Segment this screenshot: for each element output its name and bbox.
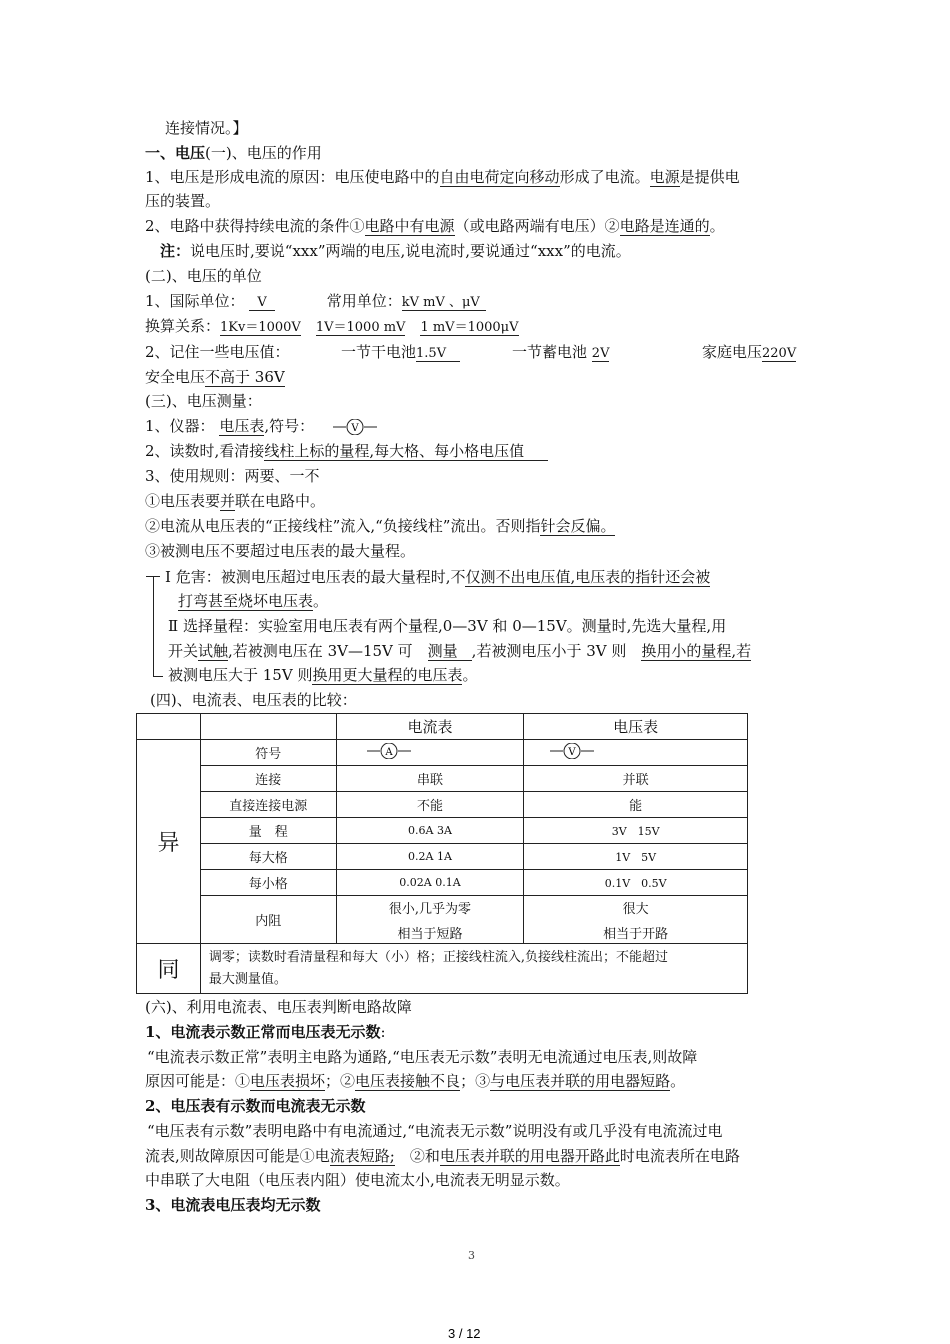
table-header-ammeter: 电流表	[336, 714, 524, 740]
text-line: “电压表有示数”表明电路中有电流通过,“电流表无示数”说明没有或几乎没有电流流过电	[147, 1122, 723, 1140]
table-cell: 0.1V 0.5V	[524, 870, 748, 896]
table-same-text	[200, 944, 747, 994]
text-line: 流表,则故障原因可能是①电流表短路; ②和电压表并联的用电器开路此时电流表所在电路	[145, 1147, 740, 1165]
table-cell: 能	[524, 792, 748, 818]
svg-text:A: A	[385, 746, 393, 758]
text-line: “电流表示数正常”表明主电路为通路,“电压表无示数”表明无电流通过电压表,则故障	[147, 1048, 698, 1066]
page-indicator: 3 / 12	[448, 1326, 481, 1341]
bracket-line	[153, 576, 154, 676]
table-header-voltmeter: 电压表	[524, 714, 748, 740]
bold-heading: 1、电流表示数正常而电压表无示数:	[145, 1023, 386, 1041]
table-cell: 并联	[524, 766, 748, 792]
note-line: 注：说电压时,要说“xxx”两端的电压,说电流时,要说通过“xxx”的电流。	[160, 242, 631, 260]
table-same-label: 同	[137, 944, 201, 994]
text-line: 1、国际单位： V 常用单位：kV mV 、μV	[145, 291, 486, 313]
table-cell	[524, 896, 748, 944]
table-cell-line: 最大测量值。	[208, 971, 287, 987]
table-cell: 0.02A 0.1A	[336, 870, 524, 896]
subsection-heading: (四)、电流表、电压表的比较：	[150, 691, 357, 709]
voltmeter-symbol-icon	[524, 740, 748, 766]
table-cell-line: 很大	[622, 901, 649, 917]
section-heading-voltage: 一、电压(一)、电压的作用	[145, 144, 322, 162]
table-diff-label: 异	[137, 740, 201, 944]
text-line: 安全电压不高于 36V	[145, 368, 285, 386]
text-line: 打弯甚至烧坏电压表。	[178, 592, 329, 610]
text-line: 一节干电池1.5V	[341, 342, 460, 364]
table-row-label: 每小格	[200, 870, 336, 896]
table-cell: 不能	[336, 792, 524, 818]
table-cell	[336, 896, 524, 944]
table-row-label: 符号	[200, 740, 336, 766]
table-row-label: 量 程	[200, 818, 336, 844]
text-line: 3、使用规则：两要、一不	[145, 467, 320, 485]
table-row-label: 每大格	[200, 844, 336, 870]
text-line: ③被测电压不要超过电压表的最大量程。	[145, 542, 416, 560]
comparison-table	[136, 713, 748, 994]
text-line: 家庭电压220V	[702, 343, 797, 361]
table-cell: 1V 5V	[524, 844, 748, 870]
table-cell: 0.6A 3A	[336, 818, 524, 844]
text-line: 原因可能是：①电压表损坏；②电压表接触不良；③与电压表并联的用电器短路。	[145, 1072, 686, 1090]
subsection-heading: (三)、电压测量：	[145, 392, 262, 410]
text-line: Ⅱ 选择量程：实验室用电压表有两个量程,0—3V 和 0—15V。测量时,先选大量程,用	[168, 617, 727, 635]
text-line: Ⅰ 危害：被测电压超过电压表的最大量程时,不仅测不出电压值,电压表的指针还会被	[165, 568, 711, 586]
table-cell-line: 很小,几乎为零	[388, 901, 472, 917]
text-line: 2、记住一些电压值：	[145, 343, 290, 361]
text-line: 被测电压大于 15V 则换用更大量程的电压表。	[168, 666, 478, 684]
text-line: ①电压表要并联在电路中。	[145, 492, 326, 510]
page-footer-number: 3	[468, 1249, 475, 1262]
table-row-label: 连接	[200, 766, 336, 792]
bold-heading: 2、电压表有示数而电流表无示数	[145, 1097, 366, 1115]
text-line: 中串联了大电阻（电压表内阻）使电流太小,电流表无明显示数。	[145, 1171, 570, 1189]
ammeter-symbol-icon	[336, 740, 524, 766]
text-line: 一节蓄电池 2V	[512, 343, 610, 361]
table-row-label: 直接连接电源	[200, 792, 336, 818]
bold-heading: 3、电流表电压表均无示数	[145, 1196, 321, 1214]
text-line: 压的装置。	[145, 192, 221, 210]
table-cell: 串联	[336, 766, 524, 792]
voltmeter-symbol-icon	[333, 419, 377, 435]
table-row-label: 内阻	[200, 896, 336, 944]
svg-text:V: V	[351, 423, 359, 434]
text-line: 开关试触,若被测电压在 3V—15V 可 测量 ,若被测电压小于 3V 则 换用小的量程,若	[168, 642, 752, 660]
bracket-tick	[146, 576, 160, 577]
text-line: 换算关系：1Kv＝1000V 1V＝1000 mV 1 mV＝1000μV	[145, 317, 519, 335]
table-cell-line: 调零；读数时看清量程和每大（小）格；正接线柱流入,负接线柱流出；不能超过	[208, 949, 669, 965]
text-line: 1、电压是形成电流的原因：电压使电路中的自由电荷定向移动形成了电流。电源是提供电	[145, 168, 740, 186]
table-cell: 0.2A 1A	[336, 844, 524, 870]
text-line: 1、仪器： 电压表,符号： V	[145, 416, 377, 436]
text-line: ②电流从电压表的“正接线柱”流入,“负接线柱”流出。否则指针会反偏。	[145, 517, 616, 535]
text-line: 2、电路中获得持续电流的条件①电路中有电源（或电路两端有电压）②电路是连通的。	[145, 217, 725, 235]
text-line: 2、读数时,看清接线柱上标的量程,每大格、每小格电压值	[145, 441, 548, 461]
text-line: 连接情况。】	[165, 119, 248, 137]
subsection-heading: (二)、电压的单位	[145, 267, 262, 285]
table-cell-line: 相当于短路	[397, 926, 463, 942]
svg-text:V: V	[568, 746, 576, 758]
table-corner-cell	[137, 714, 201, 740]
table-cell-line: 相当于开路	[603, 926, 669, 942]
table-cell: 3V 15V	[524, 818, 748, 844]
subsection-heading: (六)、利用电流表、电压表判断电路故障	[145, 998, 412, 1016]
table-corner-cell	[200, 714, 336, 740]
bracket-tick	[153, 676, 163, 677]
